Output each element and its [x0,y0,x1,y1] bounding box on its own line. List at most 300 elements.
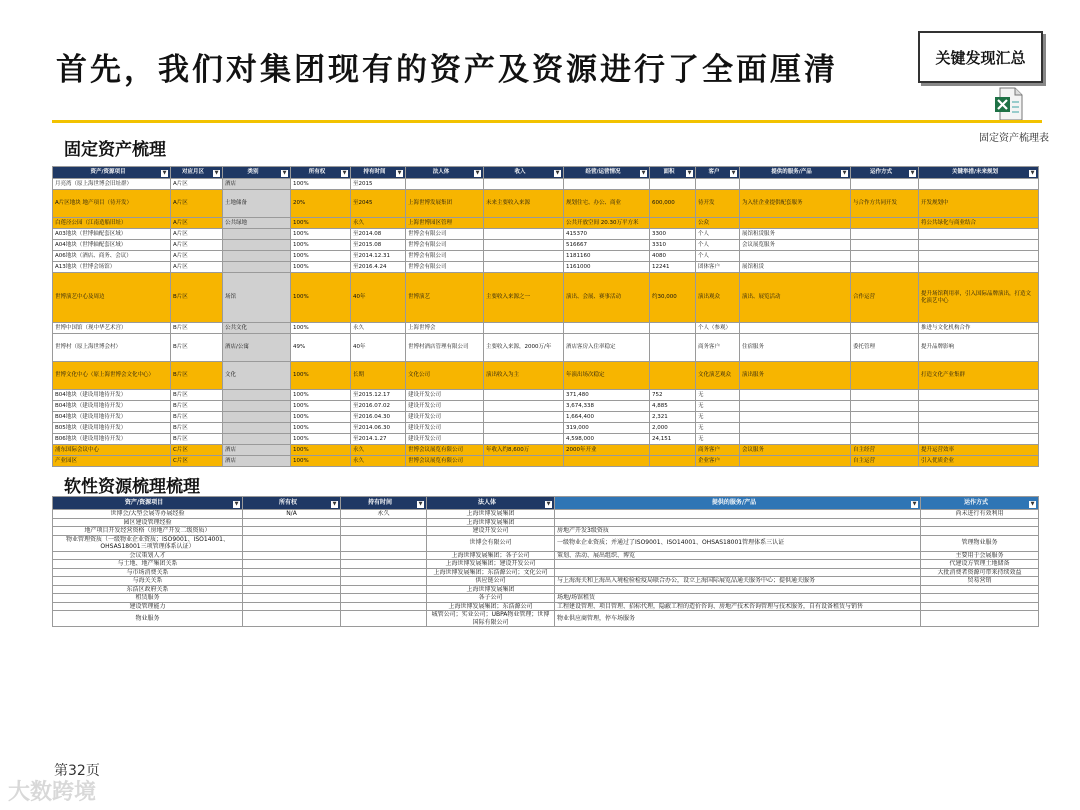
table-row [53,611,1039,627]
table-cell: 600,000 [650,190,696,218]
table-cell: 世博会议展览有限公司 [406,456,484,467]
table-cell: 3310 [650,240,696,251]
table-cell [341,551,427,560]
soft-resources-header-cell [53,497,243,510]
table-row [53,445,1039,456]
table-cell: 永久 [351,218,406,229]
table-cell [406,179,484,190]
table-cell [919,423,1039,434]
table-cell: 住宿服务 [740,334,851,362]
table-cell: 策划、活动、展出组织、博览 [555,551,921,560]
table-cell [243,527,341,536]
table-cell: 年演出场次稳定 [564,362,650,390]
table-cell: 世博会/大型会展等办展经验 [53,510,243,519]
table-cell [243,577,341,586]
table-cell: 园区建设管理经验 [53,518,243,527]
table-cell: 规划住宅、办公、商业 [564,190,650,218]
table-cell: 1,664,400 [564,412,650,423]
table-cell: 100% [291,362,351,390]
table-cell [243,611,341,627]
table-cell: 上海世博发展集团 [427,510,555,519]
table-cell: 2,321 [650,412,696,423]
table-row [53,577,1039,586]
table-row [53,362,1039,390]
table-cell: 世博中国馆（现中华艺术宫） [53,323,171,334]
soft-resources-header-cell [921,497,1039,510]
table-cell: 至2014.12.31 [351,251,406,262]
table-cell: 世博会有限公司 [406,229,484,240]
table-cell: 将公共绿化与商业结合 [919,218,1039,229]
table-row [53,456,1039,467]
table-cell: 至2015.08 [351,240,406,251]
table-cell: 100% [291,218,351,229]
table-cell: 12241 [650,262,696,273]
header-label: 持有时间 [363,168,386,175]
table-cell [851,390,919,401]
table-cell: 酒店 [223,445,291,456]
header-label: 法人体 [432,168,450,175]
table-cell [851,240,919,251]
table-cell: 永久 [351,445,406,456]
header-label: 资产/资源项目 [90,168,126,175]
table-cell [484,218,564,229]
fixed-assets-header-cell [650,167,696,179]
table-cell [243,602,341,611]
header-label: 经营/运营情况 [585,168,621,175]
table-cell: 至2016.07.02 [351,401,406,412]
table-cell [223,229,291,240]
table-cell: 上海世博发展集团；各子公司 [427,551,555,560]
header-label: 所有权 [308,168,326,175]
filter-dropdown-icon[interactable]: ▼ [687,169,692,176]
table-cell: 公众 [696,218,740,229]
table-cell [650,456,696,467]
table-cell [223,401,291,412]
table-cell: 供应链公司 [427,577,555,586]
table-cell: 1161000 [564,262,650,273]
header-label: 提供的服务/产品 [771,168,812,175]
table-cell: 文化演艺观众 [696,362,740,390]
table-cell: 物业供应商管理，停车场服务 [555,611,921,627]
table-row [53,229,1039,240]
table-cell [555,510,921,519]
table-cell: 年收入约8,600万 [484,445,564,456]
table-cell: 3300 [650,229,696,240]
table-cell: 100% [291,390,351,401]
table-cell: 约30,000 [650,273,696,323]
table-cell [851,401,919,412]
filter-dropdown-icon[interactable]: ▼ [546,500,551,507]
table-cell [851,179,919,190]
table-cell: A片区 [171,262,223,273]
filter-dropdown-icon[interactable]: ▼ [731,169,736,176]
header-label: 面积 [663,168,675,175]
fixed-assets-header-cell [53,167,171,179]
table-row [53,602,1039,611]
table-cell [243,568,341,577]
table-cell: B05地块（建设用地待开发） [53,423,171,434]
watermark: 大数跨境 [8,780,97,805]
table-row [53,334,1039,362]
filter-dropdown-icon[interactable]: ▼ [1030,500,1035,507]
table-cell [555,518,921,527]
table-cell [484,390,564,401]
table-cell: 代建设方管理土地储备 [921,560,1039,569]
table-cell: 东浩区政府关系 [53,585,243,594]
filter-dropdown-icon[interactable]: ▼ [162,169,167,176]
filter-dropdown-icon[interactable]: ▼ [842,169,847,176]
table-cell: 世博会有限公司 [406,240,484,251]
filter-dropdown-icon[interactable]: ▼ [397,169,402,176]
table-cell: 24,151 [650,434,696,445]
table-cell [555,568,921,577]
table-cell: 371,480 [564,390,650,401]
table-cell [555,585,921,594]
excel-file-icon[interactable] [994,87,1024,121]
table-cell: 与土地、地产集团关系 [53,560,243,569]
fixed-assets-header-cell [740,167,851,179]
table-cell [851,218,919,229]
table-cell: 至2016.04.30 [351,412,406,423]
table-cell: 一级物业企业资质；并通过了ISO9001、ISO14001、OHSAS18001管理体系三认证 [555,535,921,551]
table-cell: 城管公司；实业公司；UBPA物业管理；世博国际有限公司 [427,611,555,627]
table-cell: 演出、会展、赛事活动 [564,273,650,323]
table-cell: 开发规划中 [919,190,1039,218]
table-cell: 建设开发公司 [406,390,484,401]
filter-dropdown-icon[interactable]: ▼ [282,169,287,176]
table-cell: 主要收入来源，2000万/年 [484,334,564,362]
table-cell: 100% [291,179,351,190]
table-cell [484,229,564,240]
table-cell: 尚未进行有效利用 [921,510,1039,519]
table-cell: 展馆租赁 [740,262,851,273]
table-cell: 与市场消费关系 [53,568,243,577]
table-cell [919,390,1039,401]
table-row [53,401,1039,412]
table-row [53,535,1039,551]
table-cell: C片区 [171,456,223,467]
page-number: 第32页 [54,763,100,779]
table-cell: 与合作方共同开发 [851,190,919,218]
header-label: 关键举措/未来规划 [951,168,998,175]
table-cell [919,179,1039,190]
table-cell: 无 [696,423,740,434]
soft-resources-header-cell [555,497,921,510]
header-label: 收入 [514,168,526,175]
table-cell: 世博会有限公司 [406,251,484,262]
table-cell: 世博村酒店管理有限公司 [406,334,484,362]
table-cell: 会议服务 [740,445,851,456]
table-cell: 40年 [351,273,406,323]
table-cell: 管理物业服务 [921,535,1039,551]
fixed-assets-section-title: 固定资产梳理 [64,140,166,160]
table-cell: 待开发 [696,190,740,218]
table-cell [740,218,851,229]
table-cell [341,518,427,527]
table-cell: 团体客户 [696,262,740,273]
table-cell [740,251,851,262]
key-findings-summary-button[interactable]: 关键发现汇总 [918,31,1043,83]
table-cell [341,594,427,603]
soft-resources-header-row [53,497,1039,510]
table-cell [921,602,1039,611]
table-row [53,262,1039,273]
table-cell: A片区地块 地产项目（待开发） [53,190,171,218]
table-cell [243,518,341,527]
table-row [53,560,1039,569]
table-cell: 个人 [696,229,740,240]
table-cell: 上海世博发展集团；建设开发公司 [427,560,555,569]
table-cell [484,456,564,467]
table-cell: 贸易营销 [921,577,1039,586]
table-cell: 酒店/公寓 [223,334,291,362]
title-divider [52,120,1042,123]
table-cell: 世博演艺 [406,273,484,323]
filter-dropdown-icon[interactable]: ▼ [912,500,917,507]
table-cell: 酒店 [223,456,291,467]
table-row [53,323,1039,334]
table-cell [484,401,564,412]
table-cell [223,412,291,423]
table-cell: 主要用于会展服务 [921,551,1039,560]
table-cell: 至2014.06.30 [351,423,406,434]
table-cell [223,390,291,401]
table-cell: 100% [291,445,351,456]
table-cell: 上海世博园区管理 [406,218,484,229]
table-cell: 2000年开业 [564,445,650,456]
table-cell: 516667 [564,240,650,251]
table-cell: 1181160 [564,251,650,262]
soft-resources-header-cell [427,497,555,510]
table-row [53,551,1039,560]
filter-dropdown-icon[interactable]: ▼ [641,169,646,176]
table-cell: 世博会有限公司 [427,535,555,551]
table-row [53,423,1039,434]
table-cell: 世博会议展览有限公司 [406,445,484,456]
table-cell: 至2015 [351,179,406,190]
table-cell [341,568,427,577]
table-cell [223,240,291,251]
table-cell: 永久 [351,456,406,467]
table-cell: A06地块（酒店、商务、会议） [53,251,171,262]
table-cell [243,535,341,551]
table-cell: 未来主要收入来源 [484,190,564,218]
table-cell: 至2016.4.24 [351,262,406,273]
table-row [53,190,1039,218]
table-cell [484,251,564,262]
table-cell: 个人 [696,240,740,251]
fixed-assets-header-cell [851,167,919,179]
table-cell [919,412,1039,423]
fixed-assets-header-cell [291,167,351,179]
header-label: 持有时间 [367,498,392,506]
table-cell: B片区 [171,401,223,412]
table-cell [223,262,291,273]
table-cell: 永久 [351,323,406,334]
table-row [53,568,1039,577]
table-cell: 与海关关系 [53,577,243,586]
filter-dropdown-icon[interactable]: ▼ [342,169,347,176]
table-cell: 文化 [223,362,291,390]
table-cell [341,585,427,594]
header-label: 资产/资源项目 [124,498,164,506]
filter-dropdown-icon[interactable]: ▼ [332,500,337,507]
table-cell: 无 [696,412,740,423]
table-cell: B片区 [171,423,223,434]
filter-dropdown-icon[interactable]: ▼ [475,169,480,176]
table-cell [921,518,1039,527]
table-cell [555,560,921,569]
table-cell: 会议策划人才 [53,551,243,560]
table-cell [696,179,740,190]
table-cell: B片区 [171,334,223,362]
fixed-assets-header-cell [484,167,564,179]
table-cell: A04地块（世博轴配套区域） [53,240,171,251]
table-cell: 白莲泾公园（江南造船旧址） [53,218,171,229]
table-cell: 个人 [696,251,740,262]
table-cell: 至2014.1.27 [351,434,406,445]
filter-dropdown-icon[interactable]: ▼ [234,500,239,507]
table-cell [484,262,564,273]
table-cell: A片区 [171,218,223,229]
filter-dropdown-icon[interactable]: ▼ [910,169,915,176]
table-cell: 委托管理 [851,334,919,362]
fixed-assets-header-cell [351,167,406,179]
table-cell: 打造文化产业集群 [919,362,1039,390]
table-cell: B片区 [171,273,223,323]
filter-dropdown-icon[interactable]: ▼ [1030,169,1035,176]
table-cell [851,412,919,423]
table-cell: 至2014.08 [351,229,406,240]
table-row [53,594,1039,603]
table-cell: 演出观众 [696,273,740,323]
table-cell: C片区 [171,445,223,456]
table-cell: 自主经营 [851,445,919,456]
filter-dropdown-icon[interactable]: ▼ [555,169,560,176]
table-cell [740,390,851,401]
table-cell [341,527,427,536]
excel-file-caption[interactable]: 固定资产梳理表 [979,133,1049,144]
table-cell [341,535,427,551]
header-label: 所有权 [278,498,297,506]
table-cell [243,585,341,594]
table-cell [851,362,919,390]
table-cell: 合作运营 [851,273,919,323]
table-cell [243,594,341,603]
fixed-assets-header-row [53,167,1039,179]
table-cell [851,251,919,262]
table-row [53,527,1039,536]
filter-dropdown-icon[interactable]: ▼ [418,500,423,507]
table-cell [223,434,291,445]
table-cell: 3,674,338 [564,401,650,412]
table-cell: A片区 [171,240,223,251]
table-cell: 100% [291,262,351,273]
table-cell: 与上海海关和上海出入境检验检疫局联合办公，设立上海国际展览品通关服务中心；提供通关服务 [555,577,921,586]
table-cell: A03地块（世博轴配套区域） [53,229,171,240]
table-row [53,240,1039,251]
table-cell [484,179,564,190]
fixed-assets-header-cell [564,167,650,179]
table-cell [243,551,341,560]
table-row [53,412,1039,423]
table-cell: 月亮湾（原上海世博会旧址群） [53,179,171,190]
table-cell: 引入优质企业 [919,456,1039,467]
table-cell: 100% [291,434,351,445]
table-cell: 主要收入来源之一 [484,273,564,323]
table-cell [564,323,650,334]
table-cell: 场馆 [223,273,291,323]
table-cell: 演出收入为主 [484,362,564,390]
table-cell [650,334,696,362]
page-title: 首先，我们对集团现有的资产及资源进行了全面厘清 [56,52,838,88]
table-cell: A片区 [171,229,223,240]
table-cell: B04地块（建设用地待开发） [53,412,171,423]
table-cell [921,594,1039,603]
table-cell: 酒店 [223,179,291,190]
table-cell [650,323,696,334]
table-cell: 100% [291,456,351,467]
table-cell [223,251,291,262]
table-cell [341,560,427,569]
table-cell: 无 [696,390,740,401]
table-cell: B04地块（建设用地待开发） [53,401,171,412]
table-cell [851,262,919,273]
table-cell: 提升场馆利用率，引入国际品牌演出，打造文化演艺中心 [919,273,1039,323]
table-cell [650,445,696,456]
table-cell: 商务客户 [696,334,740,362]
table-cell: 浦东国际会议中心 [53,445,171,456]
table-row [53,390,1039,401]
table-cell: B片区 [171,323,223,334]
table-cell [564,179,650,190]
table-cell [919,434,1039,445]
table-cell: 上海世博发展集团 [406,190,484,218]
table-row [53,585,1039,594]
filter-dropdown-icon[interactable]: ▼ [214,169,219,176]
table-cell [851,229,919,240]
table-cell [341,611,427,627]
table-cell [484,434,564,445]
table-cell: 上海世博发展集团；东浩源公司 [427,602,555,611]
table-cell: B片区 [171,434,223,445]
table-cell [851,434,919,445]
table-cell [919,262,1039,273]
header-label: 客户 [708,168,720,175]
soft-resources-header-cell [341,497,427,510]
table-cell: A片区 [171,251,223,262]
table-cell [341,602,427,611]
table-cell [740,179,851,190]
table-cell: 建设开发公司 [406,434,484,445]
table-cell: 100% [291,273,351,323]
table-cell [484,240,564,251]
table-cell: 4080 [650,251,696,262]
table-cell: 会议展览服务 [740,240,851,251]
header-label: 法人体 [477,498,496,506]
table-cell: 100% [291,423,351,434]
table-cell [650,218,696,229]
table-cell: A片区 [171,179,223,190]
table-row [53,273,1039,323]
table-cell: 地产项目开发经营资格（房地产开发二级资质） [53,527,243,536]
table-cell: 4,885 [650,401,696,412]
table-cell: A片区 [171,190,223,218]
table-cell: B片区 [171,362,223,390]
table-cell: 物业服务 [53,611,243,627]
table-cell [740,401,851,412]
table-cell: 提升运营效率 [919,445,1039,456]
